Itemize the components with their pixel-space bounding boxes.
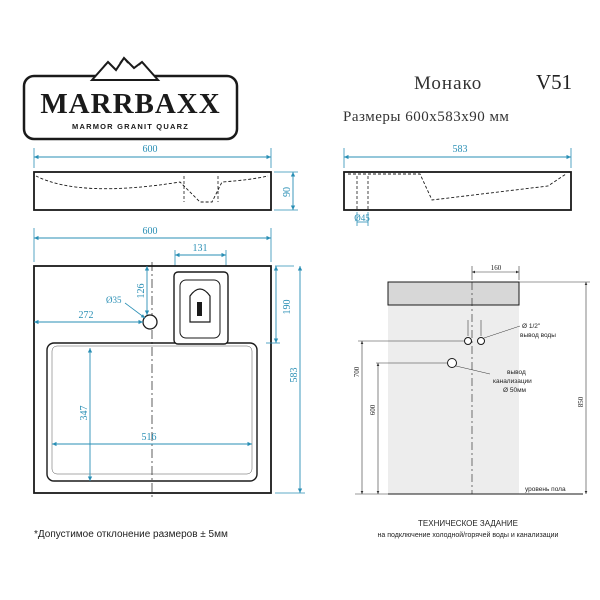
water-outlet-label: вывод воды [520, 332, 556, 339]
height-700-dim: 700 [353, 366, 361, 378]
spec-subtitle: на подключение холодной/горячей воды и канализации [377, 532, 559, 539]
front-height-dim: 90 [282, 187, 293, 197]
height-600-dim: 600 [369, 404, 377, 416]
floor-level-label: уровень пола [525, 486, 566, 493]
side-depth-dim: 583 [452, 144, 468, 155]
front-width-dim: 600 [142, 144, 158, 155]
product-sizes: Размеры 600x583x90 мм [343, 109, 510, 125]
side-view [344, 144, 571, 226]
hole-offset-dim: 126 [136, 283, 147, 299]
tolerance-note: *Допустимое отклонение размеров ± 5мм [34, 529, 228, 540]
mountain-icon [92, 58, 158, 80]
faucet-depth-dim: 190 [282, 299, 293, 315]
top-depth-dim: 583 [289, 367, 300, 383]
drain-outlet [448, 359, 457, 368]
hole-diameter-dim: Ø35 [106, 295, 122, 305]
installation-diagram [353, 264, 590, 494]
side-drain-dim: Ø45 [354, 213, 370, 223]
top-view [34, 226, 305, 498]
drain-size: Ø 50мм [503, 387, 527, 394]
brand-name: MARRBAXX [40, 88, 221, 120]
model-code: V51 [536, 70, 573, 94]
faucet-width-dim: 131 [192, 243, 208, 254]
wall-area [388, 305, 519, 494]
model-name: Монако [414, 73, 483, 94]
height-850-dim: 850 [577, 396, 585, 408]
product-title [343, 70, 572, 125]
water-outlet-right [478, 338, 485, 345]
brand-tagline: MARMOR GRANIT QUARZ [72, 122, 189, 131]
countertop [388, 282, 519, 305]
water-pipe-size: Ø 1/2" [522, 323, 541, 330]
front-view [34, 144, 298, 210]
hole-x-dim: 272 [78, 310, 94, 321]
drain-label-1: вывод [507, 369, 526, 376]
faucet-hole [143, 315, 157, 329]
drain-label-2: канализации [493, 378, 532, 385]
top-width-dim: 600 [142, 226, 158, 237]
bowl-width-dim: 516 [141, 432, 157, 443]
offset-dim: 160 [490, 264, 502, 272]
bowl-depth-dim: 347 [79, 405, 90, 421]
spec-title: ТЕХНИЧЕСКОЕ ЗАДАНИЕ [418, 519, 518, 528]
water-outlet-left [465, 338, 472, 345]
brand-logo [24, 58, 237, 139]
